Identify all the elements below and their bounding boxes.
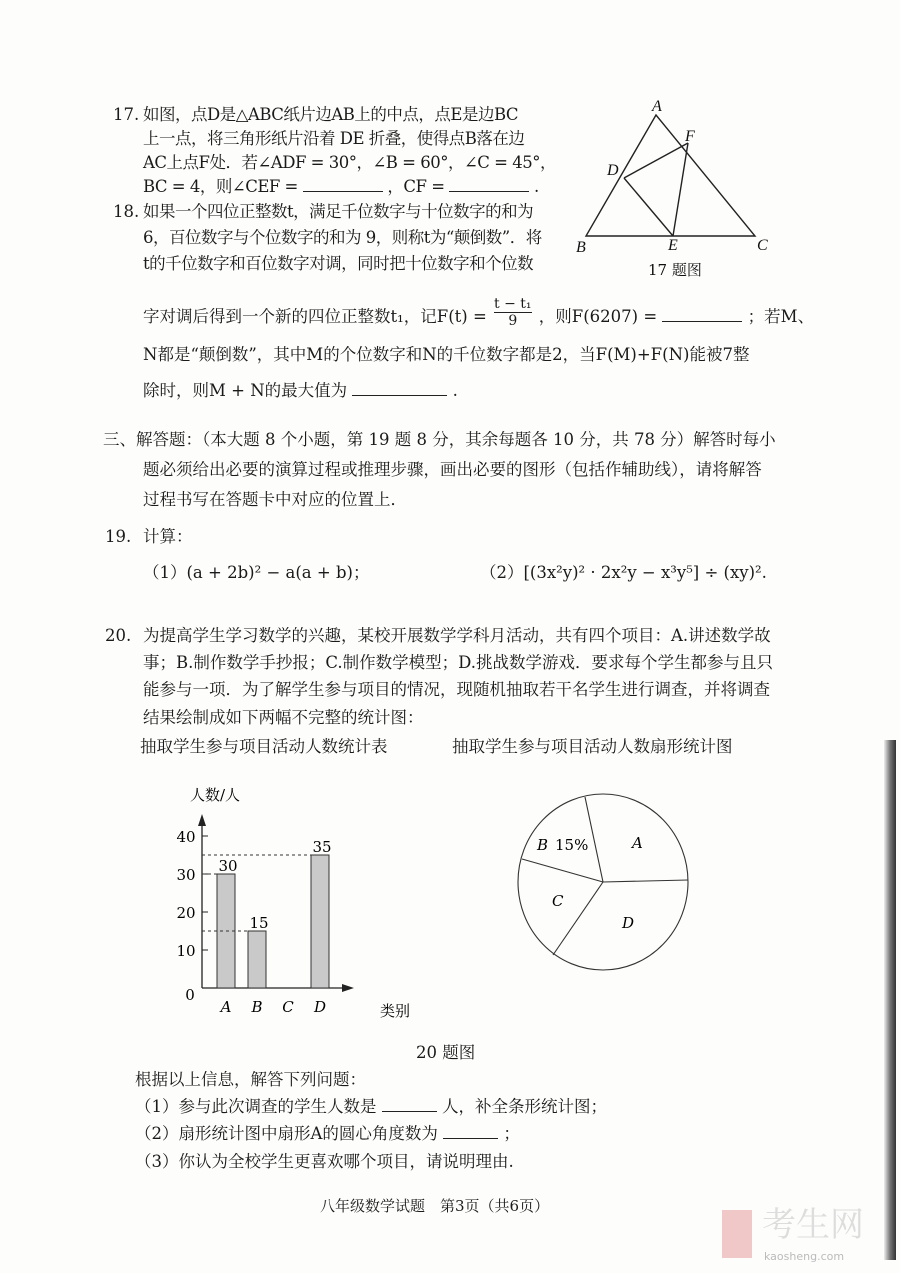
q20-line: 结果绘制成如下两幅不完整的统计图： <box>143 708 424 727</box>
label-e: E <box>668 237 678 254</box>
y-tick-label: 20 <box>176 904 196 922</box>
q19-part2: （2）[(3x²y)² · 2x²y − x³y⁵] ÷ (xy)². <box>480 563 767 582</box>
y-axis-label: 人数/人 <box>190 786 241 804</box>
q20-line: 为提高学生学习数学的兴趣，某校开展数学学科月活动，共有四个项目：A.讲述数学故 <box>143 626 771 645</box>
section3-heading: 三、解答题：（本大题 8 个小题，第 19 题 8 分，其余每题各 10 分，共 78 分）解答时每小 <box>103 430 776 449</box>
pie-label-A: A <box>632 834 643 852</box>
q18-line: 如果一个四位正整数t，满足千位数字与十位数字的和为 <box>143 202 534 221</box>
q18-text: 除时，则M + N的最大值为 <box>143 381 348 400</box>
q20-caption: 20 题图 <box>416 1043 476 1062</box>
pie-label-C: C <box>552 892 564 910</box>
pie-label-B: B <box>537 836 549 854</box>
section3-line: 题必须给出必要的演算过程或推理步骤，画出必要的图形（包括作辅助线），请将解答 <box>143 460 762 479</box>
y-axis-arrow <box>198 814 206 826</box>
pie-label-D: D <box>622 914 635 932</box>
watermark-text: 考生网 <box>762 1205 864 1245</box>
q18-line: N都是“颠倒数”，其中M的个位数字和N的千位数字都是2，当F(M)+F(N)能被7整 <box>143 345 750 364</box>
label-c: C <box>757 237 768 254</box>
q18-line: 6，百位数字与个位数字的和为 9，则称t为“颠倒数”．将 <box>143 228 542 247</box>
section3-line: 过程书写在答题卡中对应的位置上． <box>143 490 407 509</box>
watermark-sub: kaosheng.com <box>764 1250 845 1263</box>
q19-part1: （1）(a + 2b)² − a(a + b)； <box>143 563 370 582</box>
q18-text: 字对调后得到一个新的四位正整数t₁，记F(t) = <box>143 307 487 326</box>
x-tick-label: D <box>313 998 327 1016</box>
label-b: B <box>576 239 586 256</box>
q19-title: 计算： <box>143 527 193 546</box>
q20-line: 能参与一项．为了解学生参与项目的情况，现随机抽取若干名学生进行调查，并将调查 <box>143 680 770 699</box>
x-tick-label: B <box>251 998 263 1016</box>
q17-caption: 17 题图 <box>648 261 702 279</box>
page-footer: 八年级数学试题 第3页（共6页） <box>320 1197 550 1215</box>
pie-slice-boundary <box>522 859 603 882</box>
bar-D <box>311 855 329 988</box>
fraction-denominator: 9 <box>508 313 518 329</box>
watermark-logo <box>722 1210 752 1258</box>
q20-line: 事；B.制作数学手抄报；C.制作数学模型；D.挑战数学游戏．要求每个学生都参与且只 <box>143 653 774 672</box>
x-tick-label: C <box>282 998 294 1016</box>
x-axis-label: 类别 <box>380 1002 411 1020</box>
bar-B <box>248 931 266 988</box>
y-tick-label: 30 <box>176 866 196 884</box>
q20-sub1 <box>135 1097 607 1117</box>
label-a: A <box>652 98 662 115</box>
y-tick-label: 40 <box>176 828 196 846</box>
q17-text: BC = 4，则∠CEF = <box>143 177 298 196</box>
bar-chart-title: 抽取学生参与项目活动人数统计表 <box>140 737 388 756</box>
bar-data-label: 30 <box>218 857 238 875</box>
pie-slice-boundary <box>603 880 688 882</box>
q17-line: AC上点F处．若∠ADF = 30°，∠B = 60°，∠C = 45°， <box>143 153 556 172</box>
q20-prompt: 根据以上信息，解答下列问题： <box>135 1070 366 1089</box>
q20-sub2 <box>135 1124 520 1144</box>
q17-text: ，CF = <box>387 177 445 196</box>
q18-text: ；若M、 <box>747 307 815 326</box>
q17-text: . <box>534 177 539 196</box>
q20-number: 20. <box>105 626 132 645</box>
pie-percent-B: 15% <box>555 836 589 854</box>
label-d: D <box>607 162 619 179</box>
q18-number: 18. <box>113 202 140 221</box>
q20-text: （1）参与此次调查的学生人数是 <box>135 1097 377 1116</box>
q17-number: 17. <box>113 105 140 124</box>
x-tick-label: A <box>220 998 232 1016</box>
q20-sub3: （3）你认为全校学生更喜欢哪个项目，请说明理由. <box>135 1152 514 1171</box>
q18-text: . <box>452 381 458 400</box>
q19-number: 19. <box>105 527 132 546</box>
answer-blank-angle[interactable] <box>443 1124 498 1139</box>
watermark <box>722 1206 872 1266</box>
q20-text: ； <box>503 1124 520 1143</box>
label-f: F <box>685 128 695 145</box>
q18-text: ，则F(6207) = <box>538 307 658 326</box>
q17-line: 上一点，将三角形纸片沿着 DE 折叠，使得点B落在边 <box>143 129 525 148</box>
bar-data-label: 15 <box>249 914 269 932</box>
y-tick-label: 0 <box>185 986 195 1004</box>
x-axis-arrow <box>342 984 354 992</box>
q18-line: t的千位数字和百位数字对调，同时把十位数字和个位数 <box>143 254 534 273</box>
bar-data-label: 35 <box>312 838 332 856</box>
y-tick-label: 10 <box>176 942 196 960</box>
fraction-numerator: t − t₁ <box>494 296 532 312</box>
q20-text: 人，补全条形统计图； <box>442 1097 607 1116</box>
answer-blank-total[interactable] <box>382 1097 437 1112</box>
q17-line: 如图，点D是△ABC纸片边AB上的中点，点E是边BC <box>143 105 519 124</box>
q20-text: （2）扇形统计图中扇形A的圆心角度数为 <box>135 1124 438 1143</box>
pie-chart-title: 抽取学生参与项目活动人数扇形统计图 <box>452 737 733 756</box>
scan-edge <box>884 740 896 1260</box>
